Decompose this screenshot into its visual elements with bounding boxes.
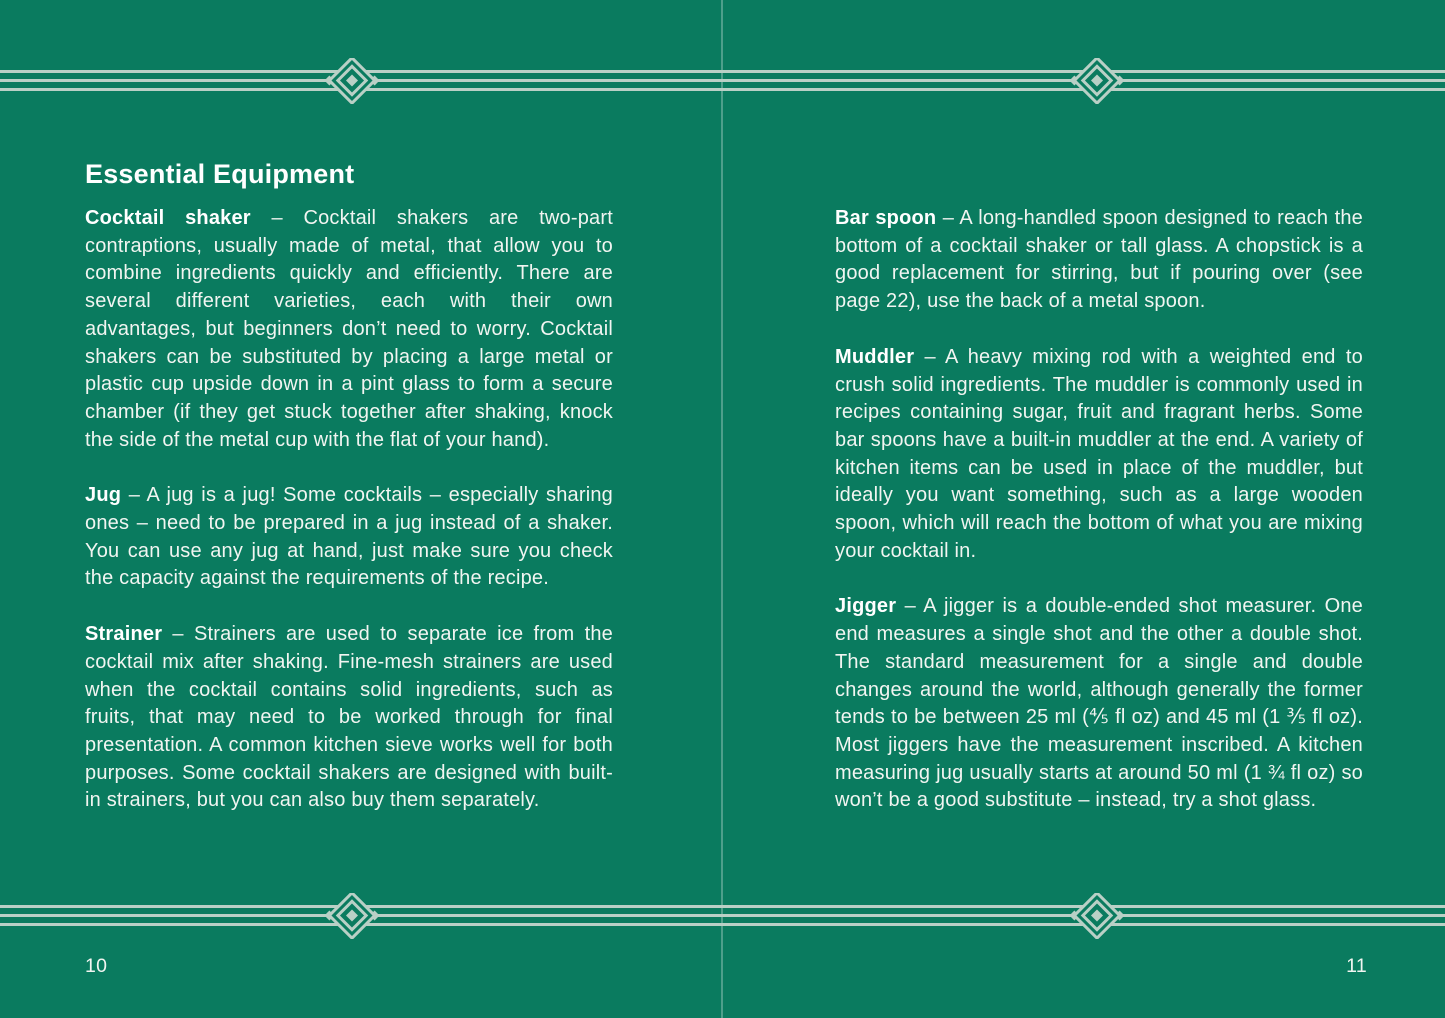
right-page-column — [835, 205, 1363, 815]
entry-jug — [85, 482, 613, 593]
entry-jigger — [835, 593, 1363, 815]
entry-term: Bar spoon — [835, 207, 937, 229]
entry-body: – A heavy mixing rod with a weighted end to crush solid ingredients. The muddler is commonly used in recipes containing sugar, fruit and fragrant herbs. Some bar spoons have a built-in muddler at the end. A variety of kitchen items can be used in place of the muddler, but ideally you want something, such as a large wooden spoon, which will reach the bottom of what you are mixing your cocktail in. — [835, 345, 1363, 562]
left-page-column — [85, 158, 613, 815]
entry-term: Jug — [85, 484, 122, 507]
entry-bar-spoon — [835, 205, 1363, 316]
entry-term: Muddler — [835, 345, 915, 368]
entry-body: – A long-handled spoon designed to reach the bottom of a cocktail shaker or tall glass. A chopstick is a good replacement for stirring, but if pouring over (see page 22), use the back of a metal spoon. — [835, 207, 1364, 313]
entry-term: Jigger — [835, 595, 897, 618]
page-number-right: 11 — [1346, 955, 1367, 977]
top-border-rule — [0, 58, 1445, 104]
diamond-ornament-icon — [324, 58, 379, 103]
entry-cocktail-shaker — [85, 205, 613, 454]
entry-body: – Strainers are used to separate ice from the cocktail mix after shaking. Fine-mesh strainers are used when the cocktail contains solid ingredients, such as fruits, that may need to be worked through for final presentation. A common kitchen sieve works well for both purposes. Some cocktail shakers are designed with built-in strainers, but you can also buy them separately. — [85, 623, 613, 812]
entry-muddler — [835, 344, 1363, 566]
diamond-ornament-icon — [324, 893, 379, 938]
entry-term: Strainer — [85, 623, 163, 646]
bottom-border-rule — [0, 893, 1445, 939]
diamond-ornament-icon — [1069, 893, 1124, 938]
entry-body: – A jigger is a double-ended shot measurer. One end measures a single shot and the other a double shot. The standard measurement for a single and double changes around the world, although generally the former tends to be between 25 ml (⅘ fl oz) and 45 ml (1 ⅗ fl oz). Most jiggers have the measurement inscribed. A kitchen measuring jug usually starts at around 50 ml (1 ¾ fl oz) so won’t be a good substitute – instead, try a shot glass. — [835, 595, 1363, 812]
entry-term: Cocktail shaker — [85, 207, 251, 229]
entry-body: – Cocktail shakers are two-part contraptions, usually made of metal, that allow you to combine ingredients quickly and efficiently. There are several different varieties, each with their own advantages, but beginners don’t need to worry. Cocktail shakers can be substituted by placing a large metal or plastic cup upside down in a pint glass to form a secure chamber (if they get stuck together after shaking, knock the side of the metal cup with the flat of your hand). — [85, 207, 613, 451]
page-title: Essential Equipment — [85, 159, 355, 189]
entry-strainer — [85, 621, 613, 815]
entry-body: – A jug is a jug! Some cocktails – especially sharing ones – need to be prepared in a jug instead of a shaker. You can use any jug at hand, just make sure you check the capacity against the requirements of the recipe. — [85, 484, 613, 590]
diamond-ornament-icon — [1069, 58, 1124, 103]
page-number-left: 10 — [85, 955, 108, 977]
page-gutter-line — [721, 0, 723, 1018]
